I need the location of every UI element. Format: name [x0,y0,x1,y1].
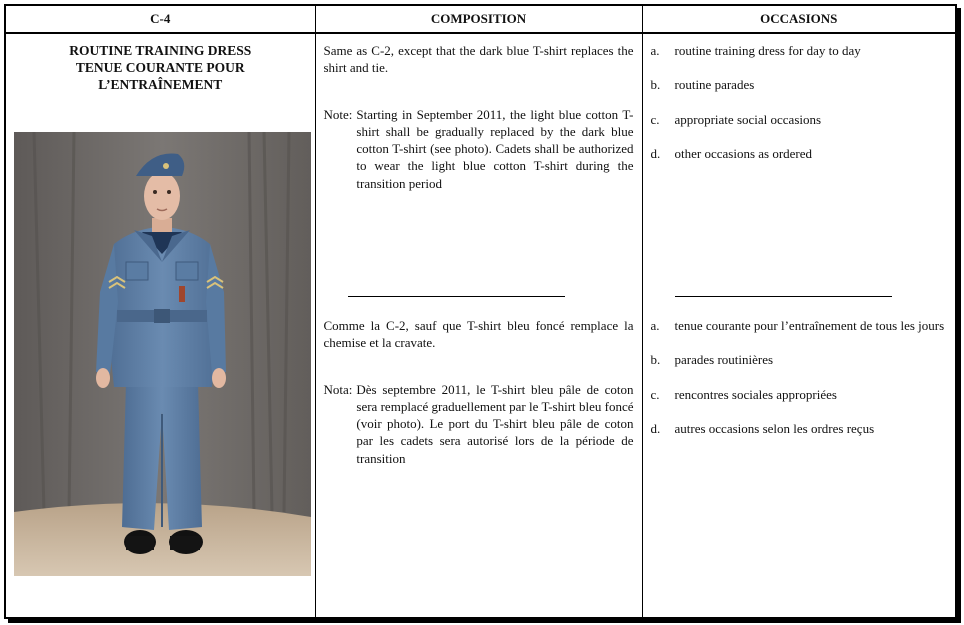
occasion-en-c: c. appropriate social occasions [650,111,822,127]
header-c4: C-4 [6,6,315,33]
composition-en-note [324,106,634,192]
occasion-fr-b: b. parades routinières [650,352,774,368]
separator-line [675,296,892,297]
occasions-cell [642,33,955,617]
occasion-fr-d: d. autres occasions selon les ordres reçus [650,420,875,436]
occasions-en-list [643,42,956,162]
cadet-photo-illustration [14,132,311,576]
occasion-en-b: b. routine parades [650,77,755,93]
occasion-en-d: d. other occasions as ordered [650,145,813,161]
title-line-2: TENUE COURANTE POUR [75,60,245,75]
occasion-en-a: a. routine training dress for day to day [650,43,861,58]
cadet-photo [14,132,311,576]
header-occasions: OCCASIONS [642,6,955,33]
dress-table [6,6,955,617]
nota-label: Nota: [323,381,353,397]
composition-en-text: Same as C-2, except that the dark blue T-shirt replaces the shirt and tie. [323,43,634,76]
separator-line [348,296,565,297]
note-text: Starting in September 2011, the light blue cotton T-shirt shall be gradually replaced by the dark blue cotton T-shirt (see photo). Cadets shall be authorized to wear the light blue cotton T-shirt during the transition period [356,106,634,191]
dress-title [6,42,315,93]
header-composition: COMPOSITION [315,6,642,33]
occasions-fr-list [643,317,956,437]
nota-text: Dès septembre 2011, le T-shirt bleu pâle de coton sera remplacé graduellement par le T-shirt bleu foncé (voir photo). Le port du T-shirt bleu pâle de coton par les cadets sera autorisé lors de la période de transition [356,381,634,466]
occasion-fr-a: a. tenue courante pour l’entraînement de tous les jours [650,318,945,333]
title-line-1: ROUTINE TRAINING DRESS [69,43,252,58]
composition-cell [315,33,642,617]
item-cell [6,33,315,617]
composition-fr-note [324,381,634,467]
dress-table-frame [4,4,957,619]
note-label: Note: [323,106,353,122]
composition-fr-text: Comme la C-2, sauf que T-shirt bleu foncé remplace la chemise et la cravate. [323,318,634,351]
occasion-fr-c: c. rencontres sociales appropriées [650,386,837,402]
title-line-3: L’ENTRAÎNEMENT [98,77,223,92]
content-row [6,33,955,617]
header-row [6,6,955,33]
